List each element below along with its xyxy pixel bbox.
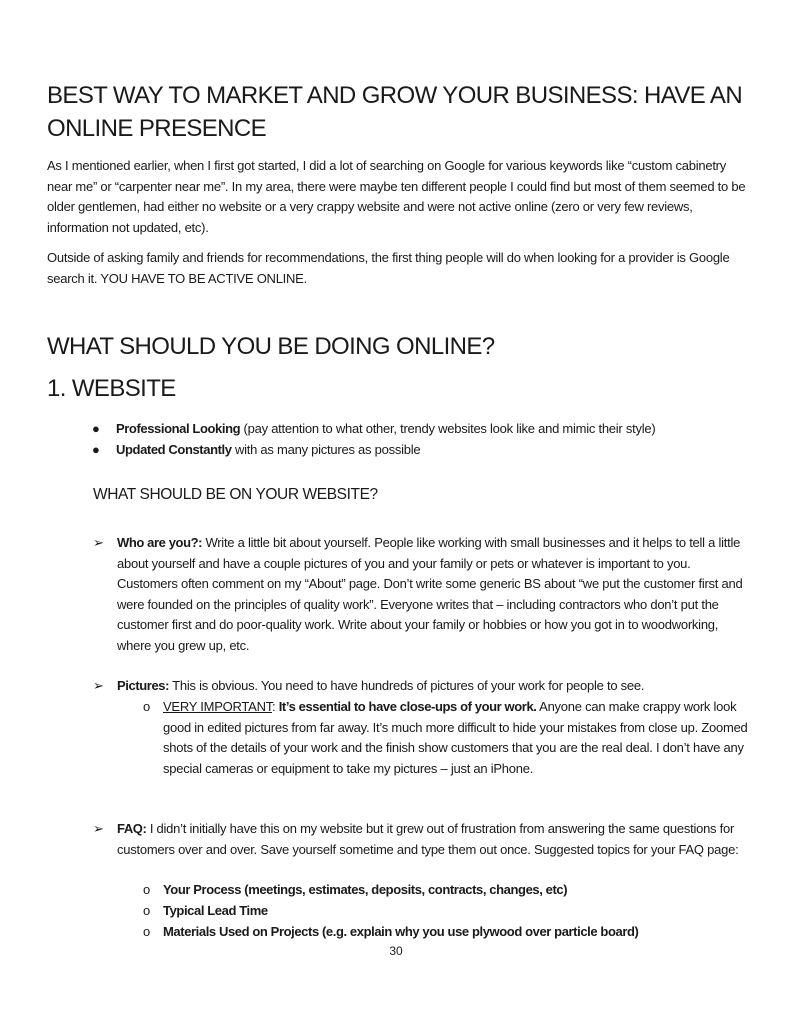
sub-bold: It’s essential to have close-ups of your work.: [278, 699, 537, 714]
circle-bullet-icon: o: [143, 924, 150, 939]
arrow-bullet-icon: ➢: [93, 678, 104, 693]
circle-bullet-icon: o: [143, 903, 150, 918]
item-text: This is obvious. You need to have hundreds of pictures of your work for people to see.: [169, 678, 645, 693]
paragraph: Outside of asking family and friends for recommendations, the first thing people will do when looking for a provider is Google search it. YOU HAVE TO BE ACTIVE ONLINE.: [47, 250, 730, 286]
section-heading: WHAT SHOULD YOU BE DOING ONLINE?: [47, 333, 495, 360]
arrow-bullet-icon: ➢: [93, 535, 104, 550]
sub-sep: :: [271, 699, 279, 714]
item-text: Write a little bit about yourself. People like working with small businesses and it helps to tell a little about yourself and have a couple pictures of you and your family or pets or whatever is important to you. Customers often comment on my “About” page. Don’t write some generic BS about “we put the customer first and were founded on the principles of quality work”. Everyone writes that – including contractors who don’t put the customer first and do poor-quality work. Write about your family or hobbies or how you got in to woodworking, where you grew up, etc.: [117, 535, 743, 653]
paragraph: As I mentioned earlier, when I first got started, I did a lot of searching on Google for various keywords like “custom cabinetry near me” or “carpenter near me”. In my area, there were maybe ten different people I could find but most of them seemed to be older gentlemen, had either no website or a very crappy website and were not active online (zero or very few reviews, information not updated, etc).: [47, 158, 746, 235]
faq-topic: [143, 880, 568, 901]
faq-topic: [143, 922, 639, 943]
arrow-item-faq: [93, 819, 749, 860]
faq-topic-text: Materials Used on Projects (e.g. explain why you use plywood over particle board): [163, 924, 639, 939]
arrow-bullet-icon: ➢: [93, 821, 104, 836]
subheading: WHAT SHOULD BE ON YOUR WEBSITE?: [93, 486, 378, 503]
section-heading: BEST WAY TO MARKET AND GROW YOUR BUSINESS: HAVE AN ONLINE PRESENCE: [47, 82, 743, 142]
sub-item: [143, 697, 749, 779]
bullet-text: with as many pictures as possible: [231, 442, 421, 457]
faq-topic-text: Typical Lead Time: [163, 903, 268, 918]
bullet-item: [92, 419, 756, 440]
item-bold: Who are you?:: [117, 535, 203, 550]
website-heading: 1. WEBSITE: [47, 375, 176, 402]
arrow-item-who: [93, 533, 749, 656]
faq-topic: [143, 901, 268, 922]
page-number: 30: [389, 944, 403, 958]
bullet-icon: ●: [92, 442, 100, 457]
item-bold: FAQ:: [117, 821, 147, 836]
bullet-icon: ●: [92, 421, 100, 436]
bullet-bold: Updated Constantly: [116, 442, 232, 457]
arrow-item-pictures: [93, 676, 749, 697]
circle-bullet-icon: o: [143, 699, 150, 714]
item-text: I didn’t initially have this on my website but it grew out of frustration from answering the same questions for customers over and over. Save yourself sometime and type them out once. Suggested topics for your FAQ page:: [117, 821, 739, 857]
circle-bullet-icon: o: [143, 882, 150, 897]
sub-text: Anyone can make crappy work look good in edited pictures from far away. It’s much more difficult to hide your mistakes from close up. Zoomed shots of the details of your work and the finish show customers that you are the real deal. I don’t have any special cameras or equipment to take my pictures – just an iPhone.: [163, 699, 748, 776]
sub-label: VERY IMPORTANT: [163, 699, 272, 714]
bullet-bold: Professional Looking: [116, 421, 241, 436]
bullet-item: [92, 440, 756, 461]
bullet-text: (pay attention to what other, trendy websites look like and mimic their style): [240, 421, 656, 436]
item-bold: Pictures:: [117, 678, 170, 693]
faq-topic-text: Your Process (meetings, estimates, deposits, contracts, changes, etc): [163, 882, 568, 897]
